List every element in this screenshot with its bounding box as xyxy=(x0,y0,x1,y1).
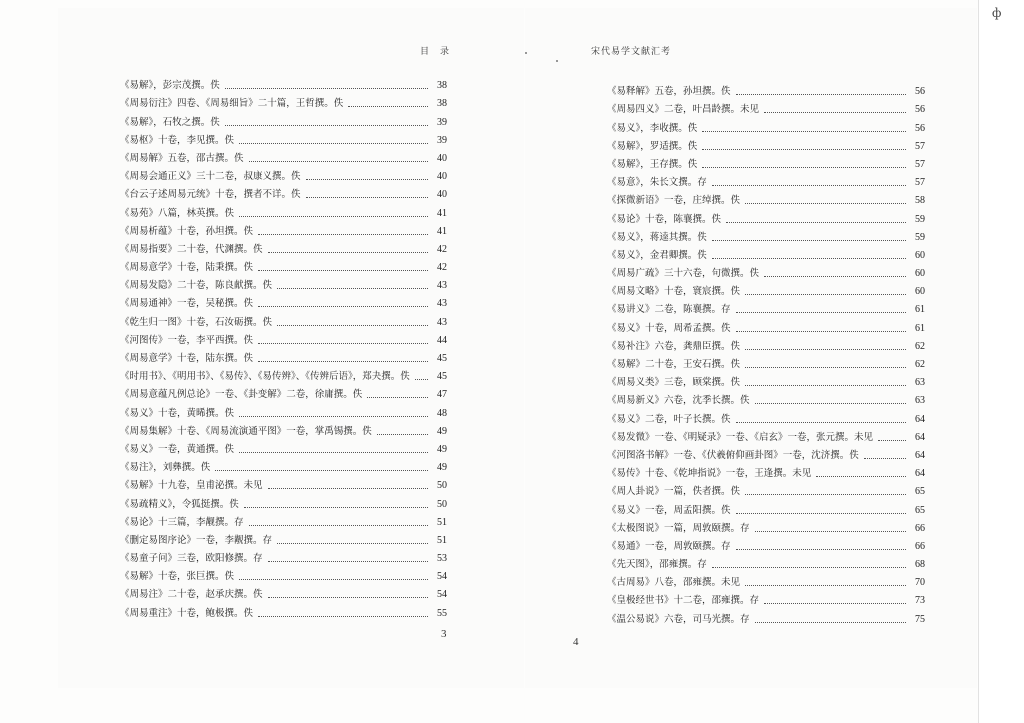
toc-entry-title: 《周易通神》一卷，吴秘撰。佚 xyxy=(120,298,254,310)
toc-entry-title: 《周易解》五卷，邵古撰。佚 xyxy=(120,152,244,164)
toc-entry-page: 66 xyxy=(915,540,925,552)
toc-entry-title: 《易论》十三篇，李觏撰。存 xyxy=(120,516,244,528)
toc-entry-page: 56 xyxy=(915,86,925,98)
toc-entry xyxy=(607,171,925,189)
toc-entry-title: 《周易指要》二十卷，代渊撰。佚 xyxy=(120,243,263,255)
dot-leader xyxy=(268,597,428,598)
dot-leader xyxy=(258,343,428,344)
dot-leader xyxy=(306,197,428,198)
toc-entry-title: 《易义》一卷，周孟阳撰。佚 xyxy=(607,504,731,516)
dot-leader xyxy=(712,567,906,568)
toc-entry-title: 《易补注》六卷，龚鼎臣撰。佚 xyxy=(607,340,741,352)
toc-entry-page: 70 xyxy=(915,577,925,589)
dot-leader xyxy=(736,331,906,332)
dot-leader xyxy=(745,349,906,350)
toc-entry xyxy=(607,207,925,225)
toc-entry-page: 40 xyxy=(437,152,447,164)
toc-entry-title: 《太极图说》一篇，周敦颐撰。存 xyxy=(607,522,750,534)
toc-entry xyxy=(607,571,925,589)
dot-leader xyxy=(225,88,428,89)
toc-entry-title: 《周易会通正义》三十二卷，叔康义撰。佚 xyxy=(120,171,301,183)
toc-entry xyxy=(120,110,447,128)
toc-entry-page: 68 xyxy=(915,559,925,571)
toc-entry xyxy=(120,547,447,565)
toc-entry-title: 《台云子述周易元统》十卷，撰者不详。佚 xyxy=(120,189,301,201)
toc-entry xyxy=(120,147,447,165)
toc-entry-title: 《易解》，王存撰。佚 xyxy=(607,158,698,170)
toc-entry xyxy=(120,474,447,492)
toc-entry xyxy=(120,601,447,619)
dot-leader xyxy=(415,379,428,380)
dot-leader xyxy=(755,531,906,532)
dot-leader xyxy=(736,312,906,313)
scanner-margin xyxy=(978,0,1024,723)
toc-entry-title: 《先天图》，邵雍撰。存 xyxy=(607,559,707,571)
toc-entry-page: 54 xyxy=(437,589,447,601)
toc-entry-page: 39 xyxy=(437,134,447,146)
dot-leader xyxy=(764,603,906,604)
toc-entry xyxy=(120,220,447,238)
toc-entry-page: 53 xyxy=(437,553,447,565)
toc-entry-page: 56 xyxy=(915,104,925,116)
toc-entry xyxy=(607,553,925,571)
toc-entry xyxy=(607,462,925,480)
dot-leader xyxy=(764,112,906,113)
toc-entry-page: 50 xyxy=(437,480,447,492)
dot-leader xyxy=(258,306,428,307)
toc-entry-title: 《易论》十卷，陈襄撰。佚 xyxy=(607,213,722,225)
left-toc-list xyxy=(120,74,447,620)
dot-leader xyxy=(745,385,906,386)
toc-entry-page: 40 xyxy=(437,189,447,201)
toc-entry-title: 《易解》十卷，张巨撰。佚 xyxy=(120,571,235,583)
dot-leader xyxy=(277,325,428,326)
toc-entry-title: 《易讲义》二卷，陈襄撰。存 xyxy=(607,304,731,316)
toc-entry-page: 59 xyxy=(915,231,925,243)
toc-entry xyxy=(120,238,447,256)
toc-entry-page: 40 xyxy=(437,171,447,183)
toc-entry-title: 《易解》，石牧之撰。佚 xyxy=(120,116,220,128)
toc-entry-title: 《易义》，李收撰。佚 xyxy=(607,122,698,134)
toc-entry xyxy=(607,189,925,207)
toc-entry-title: 《温公易说》六卷，司马光撰。存 xyxy=(607,613,750,625)
dot-leader xyxy=(277,288,428,289)
dot-leader xyxy=(764,276,906,277)
toc-entry-title: 《周易注》二十卷，赵承庆撰。佚 xyxy=(120,589,263,601)
toc-entry-title: 《周易文略》十卷，寰宸撰。佚 xyxy=(607,286,741,298)
toc-entry-title: 《乾生归一图》十卷，石汝砺撰。佚 xyxy=(120,316,273,328)
toc-entry-page: 64 xyxy=(915,449,925,461)
dot-leader xyxy=(712,258,906,259)
toc-entry-page: 43 xyxy=(437,298,447,310)
toc-entry-title: 《周易意学》十卷，陆秉撰。佚 xyxy=(120,262,254,274)
toc-entry-page: 56 xyxy=(915,122,925,134)
toc-entry-page: 66 xyxy=(915,522,925,534)
dot-leader xyxy=(755,403,906,404)
toc-entry-page: 51 xyxy=(437,516,447,528)
toc-entry xyxy=(120,329,447,347)
dot-leader xyxy=(239,143,428,144)
dot-leader xyxy=(702,167,906,168)
toc-entry-title: 《周易发隐》二十卷，陈良献撰。佚 xyxy=(120,280,273,292)
toc-entry xyxy=(120,92,447,110)
toc-entry xyxy=(120,347,447,365)
toc-entry-page: 39 xyxy=(437,116,447,128)
toc-entry-title: 《易通》一卷，周敦颐撰。存 xyxy=(607,540,731,552)
toc-entry-page: 60 xyxy=(915,249,925,261)
dot-leader xyxy=(726,222,906,223)
toc-entry xyxy=(120,310,447,328)
right-page-number: 4 xyxy=(573,636,579,648)
toc-entry xyxy=(607,426,925,444)
dot-leader xyxy=(745,494,906,495)
toc-entry-title: 《易注》，刘彝撰。佚 xyxy=(120,462,211,474)
toc-entry-title: 《易解》十九卷，皇甫泌撰。未见 xyxy=(120,480,263,492)
dot-leader xyxy=(258,616,428,617)
toc-entry-page: 45 xyxy=(437,353,447,364)
toc-entry-page: 62 xyxy=(915,359,925,370)
toc-entry-title: 《易义》，金君卿撰。佚 xyxy=(607,249,707,261)
toc-entry-page: 38 xyxy=(437,98,447,110)
toc-entry xyxy=(607,589,925,607)
toc-entry-page: 63 xyxy=(915,377,925,389)
toc-entry-title: 《易义》十卷，周希孟撰。佚 xyxy=(607,322,731,334)
toc-entry-page: 63 xyxy=(915,395,925,407)
toc-entry xyxy=(120,165,447,183)
toc-entry xyxy=(607,116,925,134)
dot-leader xyxy=(878,440,906,441)
toc-entry xyxy=(120,438,447,456)
dot-leader xyxy=(244,507,428,508)
toc-entry xyxy=(120,565,447,583)
dot-leader xyxy=(215,470,428,471)
toc-entry xyxy=(120,183,447,201)
toc-entry-page: 65 xyxy=(915,504,925,516)
toc-entry-title: 《周易衍注》四卷、《周易细旨》二十篇，王哲撰。佚 xyxy=(120,98,344,110)
dot-leader xyxy=(249,161,428,162)
dot-leader xyxy=(745,585,906,586)
toc-entry xyxy=(607,244,925,262)
toc-entry xyxy=(607,316,925,334)
toc-entry xyxy=(607,498,925,516)
toc-entry xyxy=(607,480,925,498)
toc-entry-title: 《周人卦说》一篇，佚者撰。佚 xyxy=(607,486,741,498)
toc-entry-title: 《易义》二卷，叶子长撰。佚 xyxy=(607,413,731,425)
toc-entry-title: 《河图洛书解》一卷、《伏羲俯仰画卦图》一卷，沈济撰。佚 xyxy=(607,449,859,461)
toc-entry-page: 64 xyxy=(915,431,925,443)
toc-entry xyxy=(120,274,447,292)
dot-leader xyxy=(249,525,428,526)
dot-leader xyxy=(864,458,906,459)
toc-entry-title: 《探微新语》一卷，庄绰撰。佚 xyxy=(607,195,741,207)
toc-entry-title: 《易义》一卷，黄通撰。佚 xyxy=(120,443,235,455)
dot-leader xyxy=(736,422,906,423)
corner-scan-mark: ф xyxy=(992,6,1002,20)
toc-entry xyxy=(607,353,925,371)
toc-entry xyxy=(607,407,925,425)
toc-entry-page: 44 xyxy=(437,334,447,346)
dot-leader xyxy=(377,434,428,435)
toc-entry-page: 49 xyxy=(437,443,447,455)
toc-entry-title: 《易意》，朱长文撰。存 xyxy=(607,177,707,189)
toc-entry xyxy=(120,583,447,601)
toc-entry xyxy=(120,511,447,529)
toc-entry xyxy=(120,492,447,510)
toc-entry-page: 43 xyxy=(437,280,447,292)
dot-leader xyxy=(816,476,906,477)
toc-entry-page: 42 xyxy=(437,262,447,274)
dot-leader xyxy=(712,240,906,241)
dot-leader xyxy=(367,397,428,398)
toc-entry-page: 43 xyxy=(437,316,447,328)
toc-entry-title: 《易释解》五卷，孙坦撰。佚 xyxy=(607,86,731,98)
toc-entry-page: 42 xyxy=(437,243,447,255)
dot-leader xyxy=(755,622,906,623)
toc-entry-page: 49 xyxy=(437,425,447,437)
toc-entry-page: 64 xyxy=(915,468,925,480)
toc-entry xyxy=(607,226,925,244)
toc-entry-title: 《周易意蕴凡例总论》一卷、《卦变解》二卷，徐庸撰。佚 xyxy=(120,389,363,401)
toc-entry-title: 《易义》十卷，黄晞撰。佚 xyxy=(120,407,235,419)
toc-entry-page: 41 xyxy=(437,225,447,237)
dot-leader xyxy=(745,294,906,295)
right-page xyxy=(525,8,977,688)
dot-leader xyxy=(702,149,906,150)
toc-entry xyxy=(607,607,925,625)
toc-entry-title: 《古周易》八卷，邵雍撰。未见 xyxy=(607,577,741,589)
toc-entry-title: 《河图传》一卷，李平西撰。佚 xyxy=(120,334,254,346)
toc-entry xyxy=(607,280,925,298)
toc-entry xyxy=(607,517,925,535)
dot-leader xyxy=(736,94,906,95)
toc-entry-page: 57 xyxy=(915,158,925,170)
right-running-head: 宋代易学文献汇考 xyxy=(591,47,672,57)
toc-entry-page: 57 xyxy=(915,140,925,152)
toc-entry xyxy=(607,80,925,98)
left-running-head: 目 录 xyxy=(420,47,451,57)
dot-leader xyxy=(239,579,428,580)
toc-entry xyxy=(607,153,925,171)
toc-entry-title: 《时用书》、《明用书》、《易传》、《易传辨》、《传辨后语》，郑夬撰。佚 xyxy=(120,371,410,383)
toc-entry xyxy=(120,256,447,274)
dot-leader xyxy=(258,234,428,235)
toc-entry-title: 《周易广疏》三十六卷，句微撰。佚 xyxy=(607,268,760,280)
toc-entry-page: 41 xyxy=(437,207,447,219)
toc-entry-page: 65 xyxy=(915,486,925,498)
toc-entry xyxy=(120,383,447,401)
toc-entry xyxy=(607,371,925,389)
toc-entry-page: 50 xyxy=(437,498,447,510)
scan-speck xyxy=(525,52,527,54)
dot-leader xyxy=(268,561,428,562)
toc-entry-title: 《易发微》一卷、《明疑录》一卷、《启玄》一卷，张元撰。未见 xyxy=(607,431,874,443)
toc-entry-page: 64 xyxy=(915,413,925,425)
toc-entry-page: 54 xyxy=(437,571,447,583)
toc-entry xyxy=(607,98,925,116)
toc-entry xyxy=(120,401,447,419)
toc-entry xyxy=(607,262,925,280)
dot-leader xyxy=(239,416,428,417)
toc-entry-title: 《周易意学》十卷，陆东撰。佚 xyxy=(120,353,254,364)
toc-entry-page: 59 xyxy=(915,213,925,225)
toc-entry xyxy=(120,420,447,438)
toc-entry-page: 55 xyxy=(437,607,447,619)
left-page xyxy=(58,8,524,688)
toc-entry-title: 《周易新义》六卷，沈季长撰。佚 xyxy=(607,395,750,407)
toc-entry xyxy=(120,456,447,474)
toc-entry xyxy=(120,292,447,310)
scan-speck xyxy=(556,60,558,62)
toc-entry xyxy=(120,74,447,92)
toc-entry-title: 《易疏精义》，令狐挺撰。佚 xyxy=(120,498,239,510)
toc-entry-title: 《易童子问》三卷，欧阳修撰。存 xyxy=(120,553,263,565)
toc-entry-title: 《易解》，彭宗茂撰。佚 xyxy=(120,80,220,92)
dot-leader xyxy=(239,452,428,453)
toc-entry-page: 51 xyxy=(437,534,447,546)
toc-entry xyxy=(607,389,925,407)
toc-entry xyxy=(607,335,925,353)
dot-leader xyxy=(258,270,428,271)
toc-entry xyxy=(120,529,447,547)
toc-entry-page: 62 xyxy=(915,340,925,352)
toc-entry-page: 49 xyxy=(437,462,447,474)
dot-leader xyxy=(225,125,428,126)
dot-leader xyxy=(277,543,428,544)
dot-leader xyxy=(268,488,428,489)
dot-leader xyxy=(702,131,906,132)
toc-entry-title: 《周易集解》十卷、《周易流演通平图》一卷，掌禹锡撰。佚 xyxy=(120,425,372,437)
toc-entry-page: 38 xyxy=(437,80,447,92)
toc-entry-title: 《删定易图序论》一卷，李觏撰。存 xyxy=(120,534,273,546)
toc-entry-page: 60 xyxy=(915,268,925,280)
toc-entry-page: 73 xyxy=(915,595,925,607)
dot-leader xyxy=(348,106,428,107)
right-toc-list xyxy=(607,80,925,626)
toc-entry-title: 《易解》二十卷，王安石撰。佚 xyxy=(607,359,741,370)
toc-entry-page: 48 xyxy=(437,407,447,419)
dot-leader xyxy=(736,513,906,514)
toc-entry-title: 《周易四义》二卷，叶昌龄撰。未见 xyxy=(607,104,760,116)
left-page-number: 3 xyxy=(441,628,447,640)
toc-entry-page: 60 xyxy=(915,286,925,298)
toc-entry-title: 《周易重注》十卷，鲍极撰。佚 xyxy=(120,607,254,619)
toc-entry xyxy=(607,444,925,462)
dot-leader xyxy=(745,203,906,204)
toc-entry-title: 《易义》，蒋逵其撰。佚 xyxy=(607,231,707,243)
toc-entry xyxy=(120,365,447,383)
toc-entry-title: 《易传》十卷、《乾坤指说》一卷，王逢撰。未见 xyxy=(607,468,812,480)
toc-entry-page: 45 xyxy=(437,371,447,383)
toc-entry xyxy=(607,135,925,153)
toc-entry xyxy=(607,535,925,553)
dot-leader xyxy=(258,361,428,362)
toc-entry-title: 《周易析蕴》十卷，孙坦撰。佚 xyxy=(120,225,254,237)
toc-entry-page: 61 xyxy=(915,322,925,334)
dot-leader xyxy=(239,216,428,217)
toc-entry-title: 《易苑》八篇，林英撰。佚 xyxy=(120,207,235,219)
toc-entry-page: 47 xyxy=(437,389,447,401)
toc-entry-page: 58 xyxy=(915,195,925,207)
toc-entry-title: 《周易义类》三卷，顾棠撰。佚 xyxy=(607,377,741,389)
dot-leader xyxy=(306,179,428,180)
toc-entry-page: 75 xyxy=(915,613,925,625)
toc-entry-title: 《易解》，罗适撰。佚 xyxy=(607,140,698,152)
toc-entry-title: 《易枢》十卷，李见撰。佚 xyxy=(120,134,235,146)
dot-leader xyxy=(745,367,906,368)
dot-leader xyxy=(712,185,906,186)
toc-entry-page: 61 xyxy=(915,304,925,316)
toc-entry xyxy=(120,201,447,219)
toc-entry-title: 《皇极经世书》十二卷，邵雍撰。存 xyxy=(607,595,760,607)
toc-entry xyxy=(120,129,447,147)
dot-leader xyxy=(268,252,428,253)
dot-leader xyxy=(736,549,906,550)
toc-entry-page: 57 xyxy=(915,177,925,189)
toc-entry xyxy=(607,298,925,316)
